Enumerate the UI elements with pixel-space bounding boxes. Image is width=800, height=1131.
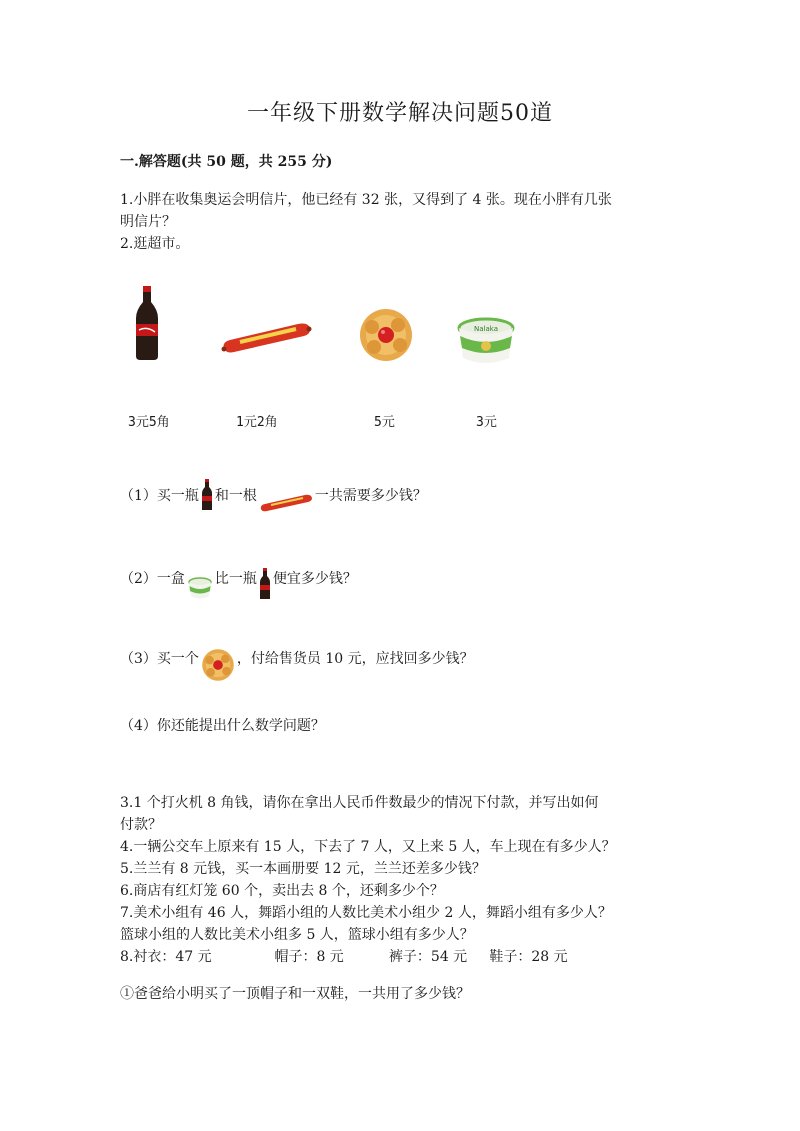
price-bread: 5元 bbox=[374, 415, 395, 430]
q1-text-c: 一共需要多少钱？ bbox=[314, 488, 427, 504]
q3-text-b: ，付给售货员 10 元，应找回多少钱？ bbox=[236, 651, 474, 667]
problem-5: 5.兰兰有 8 元钱，买一本画册要 12 元，兰兰还差多少钱？ bbox=[120, 861, 486, 877]
problem-2: 2.逛超市。 bbox=[120, 236, 190, 252]
bread-image bbox=[358, 307, 414, 363]
page-title: 一年级下册数学解决问题50道 bbox=[247, 101, 553, 126]
problem-7-line-2: 篮球小组的人数比美术小组多 5 人，篮球小组有多少人？ bbox=[120, 927, 474, 943]
svg-text:Nalaka: Nalaka bbox=[474, 325, 498, 333]
q1-text-a: （1）买一瓶 bbox=[120, 488, 199, 504]
sub-question-3 bbox=[120, 634, 474, 682]
sub-question-2 bbox=[120, 556, 357, 600]
sub-question-1 bbox=[120, 476, 427, 514]
cola-mini-icon bbox=[201, 479, 213, 511]
section-heading: 一.解答题(共 50 题，共 255 分) bbox=[120, 154, 333, 170]
sub-question-4: （4）你还能提出什么数学问题？ bbox=[120, 718, 325, 734]
problem-3-line-2: 付款？ bbox=[120, 817, 162, 833]
price-pants: 裤子：54 元 bbox=[388, 949, 468, 965]
ice-cream-mini-icon bbox=[187, 576, 213, 600]
q2-text-a: （2）一盒 bbox=[120, 571, 185, 587]
q1-text-b: 和一根 bbox=[214, 488, 257, 504]
sausage-mini-icon bbox=[259, 492, 313, 514]
ice-cream-tub-image bbox=[456, 316, 516, 366]
price-cola: 3元5角 bbox=[128, 415, 170, 430]
q2-text-c: 便宜多少钱？ bbox=[272, 571, 357, 587]
cola-bottle-image bbox=[132, 286, 162, 360]
price-shirt: 8.衬衣：47 元 bbox=[120, 949, 212, 965]
price-ice-cream: 3元 bbox=[476, 415, 497, 430]
price-shoes: 鞋子：28 元 bbox=[489, 949, 568, 965]
problem-1-line-2: 明信片？ bbox=[120, 214, 176, 230]
problem-8-prices bbox=[120, 946, 568, 966]
q3-text-a: （3）买一个 bbox=[120, 651, 199, 667]
problem-7-line-1: 7.美术小组有 46 人，舞蹈小组的人数比美术小组少 2 人，舞蹈小组有多少人？ bbox=[120, 905, 612, 921]
problem-3-line-1: 3.1 个打火机 8 角钱，请你在拿出人民币件数最少的情况下付款，并写出如何 bbox=[120, 795, 599, 811]
price-sausage: 1元2角 bbox=[236, 415, 278, 430]
problem-1-line-1: 1.小胖在收集奥运会明信片，他已经有 32 张，又得到了 4 张。现在小胖有几张 bbox=[120, 192, 612, 208]
bread-mini-icon bbox=[201, 648, 235, 682]
problem-8-sub-1: ①爸爸给小明买了一顶帽子和一双鞋，一共用了多少钱？ bbox=[120, 986, 470, 1002]
price-hat: 帽子：8 元 bbox=[274, 949, 344, 965]
sausage-image bbox=[220, 318, 312, 356]
q2-text-b: 比一瓶 bbox=[214, 571, 257, 587]
problem-4: 4.一辆公交车上原来有 15 人，下去了 7 人，又上来 5 人，车上现在有多少人？ bbox=[120, 839, 616, 855]
cola-mini-icon bbox=[259, 568, 271, 600]
problem-6: 6.商店有红灯笼 60 个，卖出去 8 个，还剩多少个？ bbox=[120, 883, 444, 899]
